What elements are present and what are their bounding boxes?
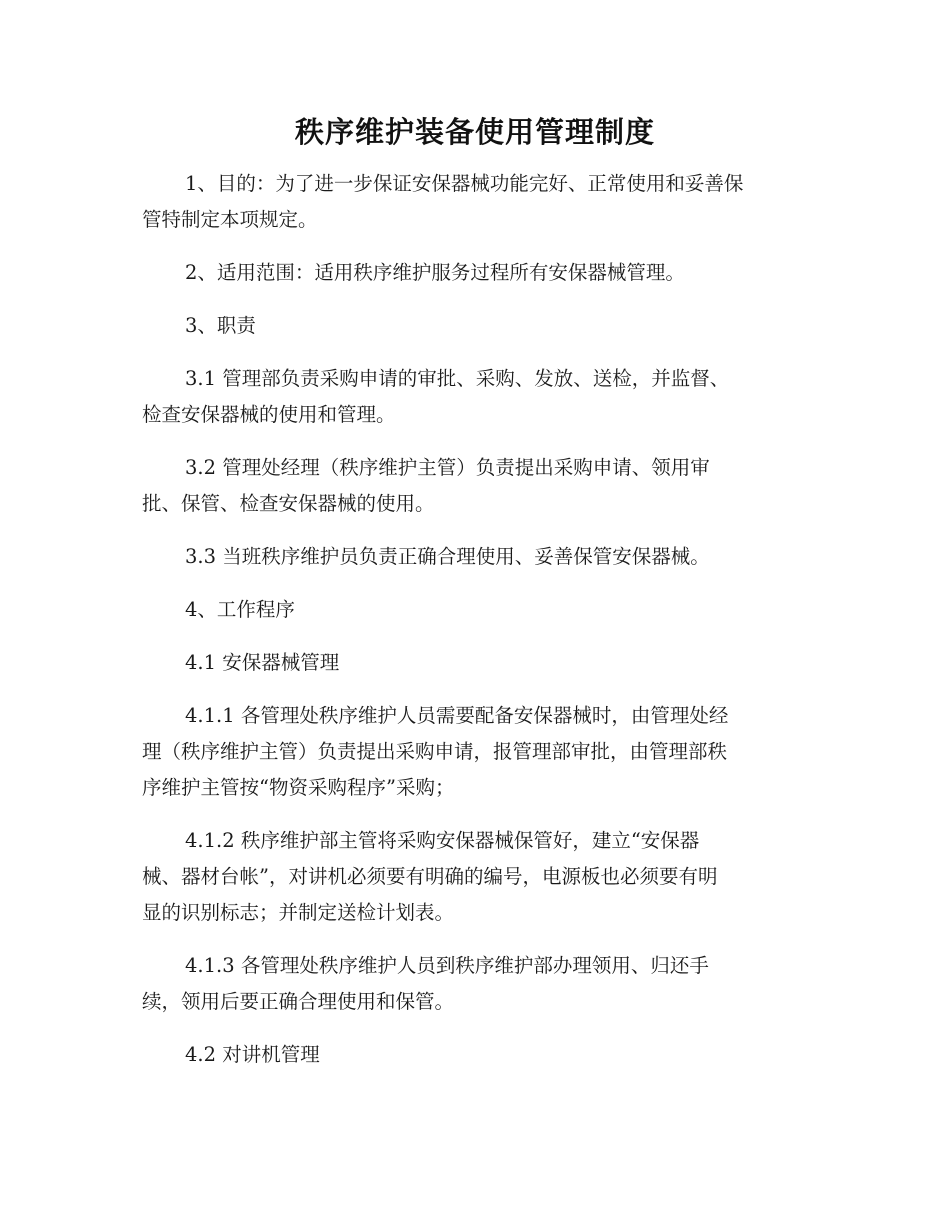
text-line: 序维护主管按“物资采购程序”采购； <box>142 776 455 799</box>
text-line: 4、工作程序 <box>185 598 295 621</box>
text-line: 4.1.2 秩序维护部主管将采购安保器械保管好，建立“安保器 <box>185 829 700 852</box>
paragraph-4-1-2 <box>142 823 808 931</box>
text-line: 3、职责 <box>185 314 256 337</box>
paragraph-3-1 <box>142 361 808 433</box>
paragraph-4-1-1 <box>142 698 808 806</box>
text-line: 械、器材台帐”，对讲机必须要有明确的编号，电源板也必须要有明 <box>142 865 718 888</box>
text-line: 检查安保器械的使用和管理。 <box>142 403 396 426</box>
paragraph-scope <box>142 255 808 291</box>
text-line: 2、适用范围：适用秩序维护服务过程所有安保器械管理。 <box>185 261 685 284</box>
text-line: 4.1 安保器械管理 <box>185 651 340 674</box>
text-line: 管特制定本项规定。 <box>142 208 318 231</box>
text-line: 4.2 对讲机管理 <box>185 1043 320 1066</box>
paragraph-4-1 <box>142 645 808 681</box>
paragraph-3-2 <box>142 450 808 522</box>
text-line: 3.3 当班秩序维护员负责正确合理使用、妥善保管安保器械。 <box>185 545 710 568</box>
text-line: 批、保管、检查安保器械的使用。 <box>142 492 435 515</box>
paragraph-procedure-heading <box>142 592 808 628</box>
paragraph-responsibilities-heading <box>142 308 808 344</box>
text-line: 3.1 管理部负责采购申请的审批、采购、发放、送检，并监督、 <box>185 367 730 390</box>
text-line: 3.2 管理处经理（秩序维护主管）负责提出采购申请、领用审 <box>185 456 710 479</box>
text-line: 4.1.3 各管理处秩序维护人员到秩序维护部办理领用、归还手 <box>185 954 709 977</box>
text-line: 1、目的：为了进一步保证安保器械功能完好、正常使用和妥善保 <box>185 172 744 195</box>
paragraph-4-2 <box>142 1037 808 1073</box>
text-line: 续，领用后要正确合理使用和保管。 <box>142 990 455 1013</box>
text-line: 显的识别标志；并制定送检计划表。 <box>142 901 455 924</box>
document-title: 秩序维护装备使用管理制度 <box>294 115 655 149</box>
paragraph-3-3 <box>142 539 808 575</box>
document-body <box>142 166 808 1090</box>
paragraph-4-1-3 <box>142 948 808 1020</box>
paragraph-purpose <box>142 166 808 238</box>
text-line: 4.1.1 各管理处秩序维护人员需要配备安保器械时，由管理处经 <box>185 704 729 727</box>
text-line: 理（秩序维护主管）负责提出采购申请，报管理部审批，由管理部秩 <box>142 740 728 763</box>
